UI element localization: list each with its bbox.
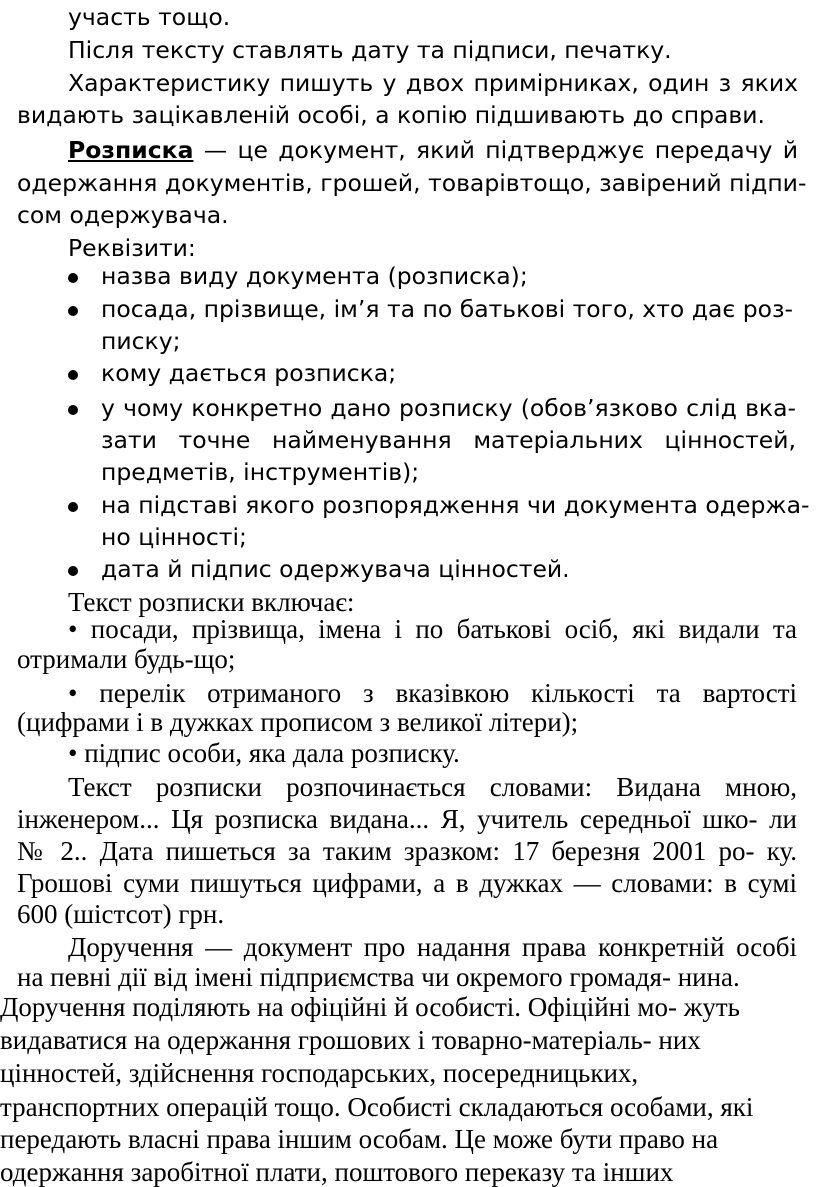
text-line: передають власні права іншим особам. Це може бути право на bbox=[0, 1124, 719, 1154]
text-line: Грошові суми пишуться цифрами, а в дужках — словами: в сумі bbox=[17, 868, 797, 898]
list-item: назва виду документа (розписка); bbox=[101, 262, 528, 290]
text-line: Текст розписки включає: bbox=[68, 587, 355, 617]
text-line: отримали будь-що; bbox=[17, 644, 236, 674]
term-rozpyska: Розписка bbox=[68, 136, 194, 164]
list-item-continuation: но цінності; bbox=[101, 523, 247, 551]
list-item: посада, прізвище, ім’я та по батькові того, хто дає роз- bbox=[101, 295, 794, 323]
text-line: № 2.. Дата пишеться за таким зразком: 17 березня 2001 ро- ку. bbox=[17, 836, 797, 866]
list-item: дата й підпис одержувача цінностей. bbox=[101, 555, 570, 583]
text-line: Після тексту ставлять дату та підписи, печатку. bbox=[68, 36, 672, 64]
text-line: • посади, прізвища, імена і по батькові осіб, які видали та bbox=[68, 614, 797, 644]
list-item: на підставі якого розпорядження чи документа одержа- bbox=[101, 491, 810, 519]
text-line: видаватися на одержання грошових і товарно-матеріаль- них bbox=[0, 1025, 701, 1055]
bullet-icon bbox=[68, 405, 78, 415]
text-line: 600 (шістсот) грн. bbox=[17, 899, 225, 929]
text-line: участь тощо. bbox=[68, 3, 231, 31]
text-line: Текст розписки розпочинається словами: Видана мною, bbox=[68, 772, 797, 802]
text-line: видають зацікавленій особі, а копію підшивають до справи. bbox=[17, 101, 766, 129]
list-item-continuation: писку; bbox=[101, 327, 181, 355]
bullet-icon bbox=[68, 306, 78, 316]
text-line: одержання документів, грошей, товарівтощо, завірений підпи- bbox=[17, 169, 807, 197]
list-item: у чому конкретно дано розписку (обов’язково слід вка- bbox=[101, 394, 796, 422]
list-item-continuation: зати точне найменування матеріальних цінностей, bbox=[101, 426, 796, 454]
text-line: цінностей, здійснення господарських, посередницьких, bbox=[0, 1058, 639, 1088]
text-line: Доручення поділяють на офіційні й особисті. Офіційні мо- жуть bbox=[0, 992, 740, 1022]
section-heading: Реквізити: bbox=[68, 234, 196, 262]
bullet-icon bbox=[68, 566, 78, 576]
text-line: Доручення — документ про надання права конкретній особі bbox=[68, 932, 797, 962]
text-line: транспортних операцій тощо. Особисті складаються особами, які bbox=[0, 1092, 754, 1122]
text-line: (цифрами і в дужках прописом з великої літери); bbox=[17, 707, 579, 737]
bullet-icon bbox=[68, 370, 78, 380]
bullet-icon bbox=[68, 502, 78, 512]
text-line: на певні дії від імені підприємства чи окремого громадя- нина. bbox=[17, 962, 740, 992]
text-line: • перелік отриманого з вказівкою кількості та вартості bbox=[68, 678, 797, 708]
definition-text: — це документ, який підтверджує передачу й bbox=[203, 136, 798, 164]
text-line: інженером... Ця розписка видана... Я, учитель середньої шко- ли bbox=[17, 804, 797, 834]
text-line: • підпис особи, яка дала розписку. bbox=[68, 738, 460, 768]
text-line: одержання заробітної плати, поштового переказу та інших bbox=[0, 1157, 674, 1187]
definition-line bbox=[68, 136, 798, 164]
list-item-continuation: предметів, інструментів); bbox=[101, 458, 420, 486]
list-item: кому дається розписка; bbox=[101, 359, 397, 387]
text-line: сом одержувача. bbox=[17, 201, 229, 229]
text-line: Характеристику пишуть у двох примірниках, один з яких bbox=[68, 69, 798, 97]
bullet-icon bbox=[68, 273, 78, 283]
